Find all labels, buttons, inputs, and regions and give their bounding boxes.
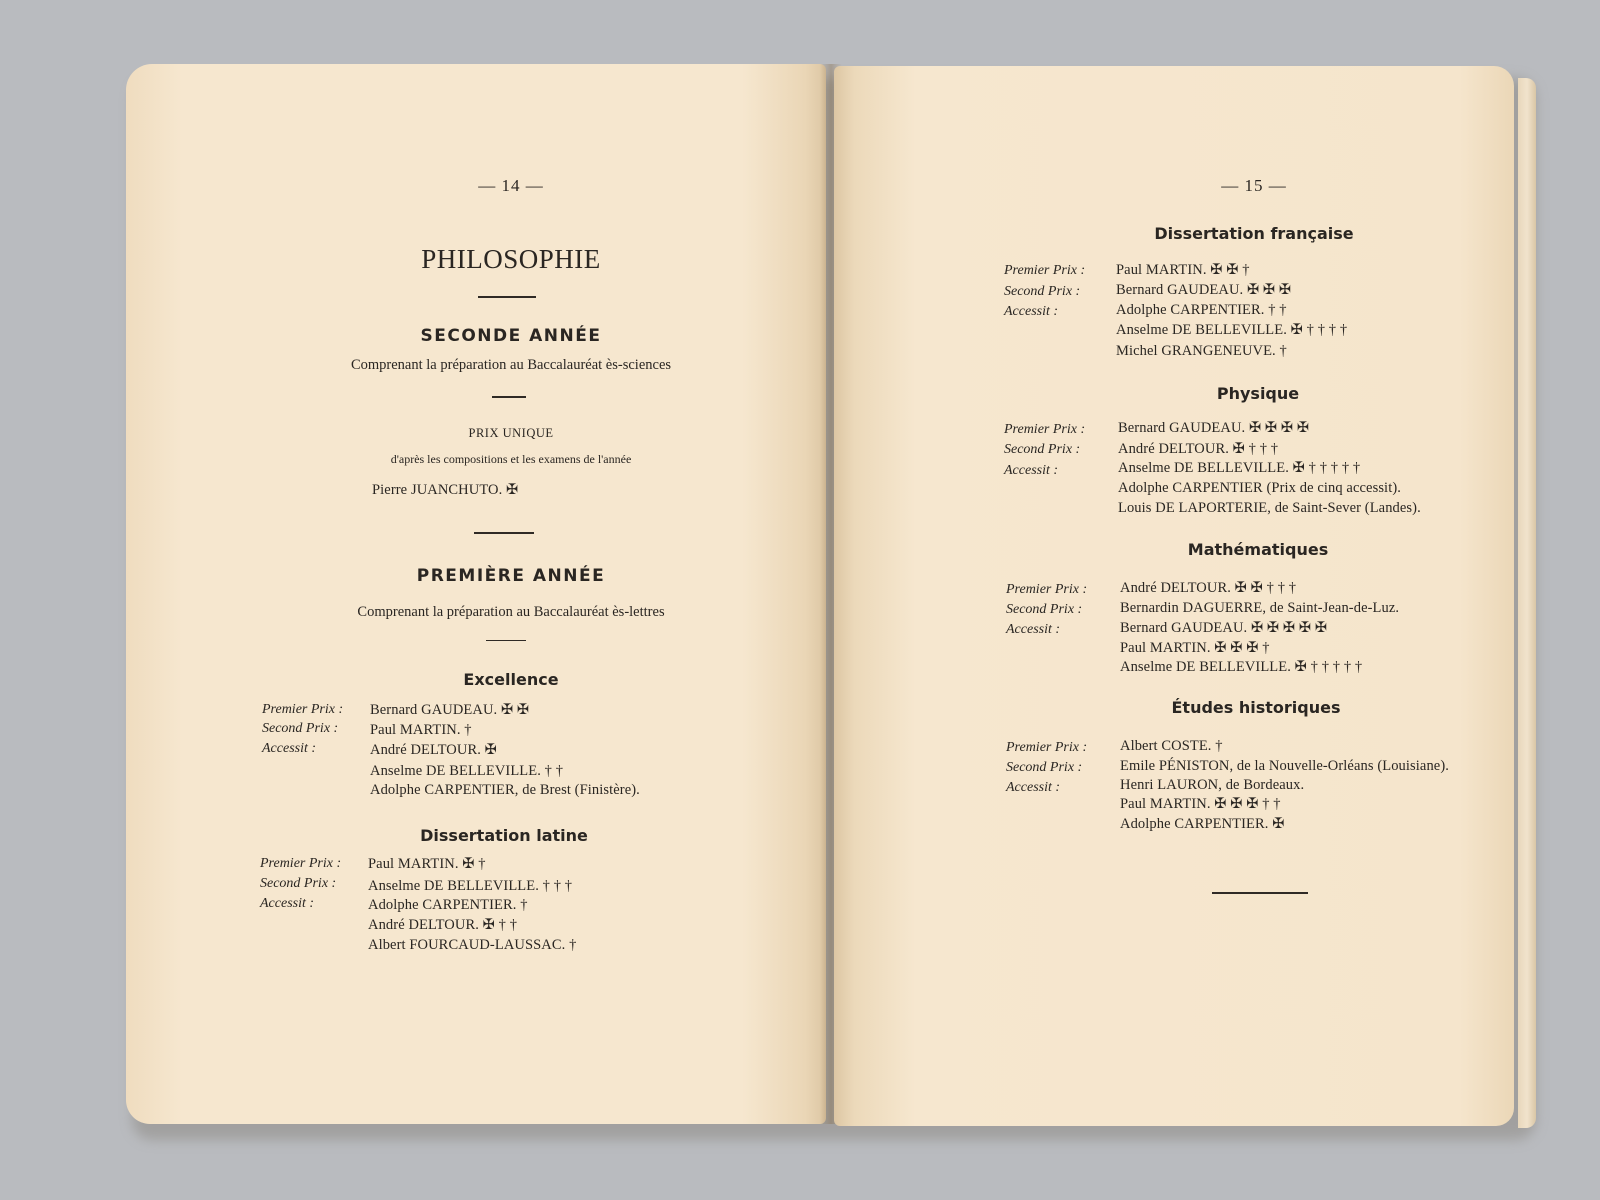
prize-label: Second Prix :	[260, 876, 337, 891]
prize-name: Henri LAURON, de Bordeaux.	[1120, 777, 1305, 793]
divider	[486, 640, 526, 641]
prize-name: Anselme DE BELLEVILLE. ✠ † † † † †	[1120, 659, 1363, 675]
prize-name: André DELTOUR. ✠ † † †	[1118, 441, 1279, 457]
prize-name: Michel GRANGENEUVE. †	[1116, 343, 1287, 359]
prize-name: Anselme DE BELLEVILLE. ✠ † † † † †	[1118, 460, 1361, 476]
prize-name: Paul MARTIN. ✠ ✠ ✠ † †	[1120, 796, 1281, 812]
prize-name: Anselme DE BELLEVILLE. † † †	[368, 878, 573, 894]
prize-label: Premier Prix :	[262, 702, 344, 717]
prize-label: Second Prix :	[1004, 284, 1081, 299]
prize-name: Paul MARTIN. ✠ ✠ †	[1116, 262, 1250, 278]
prize-name: André DELTOUR. ✠ ✠ † † †	[1120, 580, 1297, 596]
prize-name: Bernard GAUDEAU. ✠ ✠ ✠ ✠	[1118, 420, 1310, 436]
heading-etudes-historiques: Études historiques	[1171, 698, 1341, 717]
heading-mathematiques: Mathématiques	[1187, 540, 1329, 559]
prize-label: Second Prix :	[262, 721, 339, 736]
prize-label: Premier Prix :	[1006, 740, 1088, 755]
heading-excellence: Excellence	[463, 670, 559, 689]
prize-name: Paul MARTIN. †	[370, 722, 472, 738]
prize-label: Premier Prix :	[1004, 263, 1086, 278]
prize-label: Accessit :	[260, 896, 315, 911]
right-page	[834, 66, 1514, 1126]
prize-unique-note: d'après les compositions et les examens de l'année	[390, 452, 632, 466]
closing-rule	[1212, 892, 1308, 894]
prize-label: Second Prix :	[1006, 602, 1083, 617]
prize-label: Premier Prix :	[1006, 582, 1088, 597]
prize-name: Adolphe CARPENTIER, de Brest (Finistère).	[370, 782, 640, 798]
prize-name: Adolphe CARPENTIER. †	[368, 897, 528, 913]
prize-name: Emile PÉNISTON, de la Nouvelle-Orléans (Louisiane).	[1120, 758, 1449, 774]
heading-seconde-annee: SECONDE ANNÉE	[420, 326, 602, 346]
prize-label: Accessit :	[1004, 463, 1059, 478]
prize-label: Second Prix :	[1004, 442, 1081, 457]
prize-name: Adolphe CARPENTIER (Prix de cinq accessit).	[1118, 480, 1401, 496]
prize-name: Bernard GAUDEAU. ✠ ✠ ✠ ✠ ✠	[1120, 620, 1328, 636]
prize-label: Premier Prix :	[260, 856, 342, 871]
divider	[478, 296, 536, 298]
prize-name: Paul MARTIN. ✠ ✠ ✠ †	[1120, 640, 1270, 656]
prize-name: Paul MARTIN. ✠ †	[368, 856, 486, 872]
divider	[474, 532, 534, 534]
prize-name: Albert COSTE. †	[1120, 738, 1223, 754]
subtitle-premiere: Comprenant la préparation au Baccalauréat ès-lettres	[357, 604, 665, 620]
prize-name: Bernard GAUDEAU. ✠ ✠	[370, 702, 530, 718]
prize-name: Adolphe CARPENTIER. ✠	[1120, 816, 1285, 832]
heading-dissertation-latine: Dissertation latine	[420, 826, 588, 845]
prize-name: Adolphe CARPENTIER. † †	[1116, 302, 1287, 318]
left-page	[126, 64, 826, 1124]
prize-name: André DELTOUR. ✠	[370, 742, 497, 758]
prize-label: Accessit :	[262, 741, 317, 756]
prize-name: Anselme DE BELLEVILLE. † †	[370, 763, 564, 779]
heading-physique: Physique	[1216, 384, 1300, 403]
prize-name: Bernard GAUDEAU. ✠ ✠ ✠	[1116, 282, 1292, 298]
prize-name: Bernardin DAGUERRE, de Saint-Jean-de-Luz.	[1120, 600, 1400, 616]
prize-label: Premier Prix :	[1004, 422, 1086, 437]
subtitle-seconde: Comprenant la préparation au Baccalauréat ès-sciences	[350, 357, 672, 373]
page-edges	[1518, 78, 1536, 1128]
divider	[492, 396, 526, 398]
prize-unique-winner: Pierre JUANCHUTO. ✠	[372, 482, 519, 498]
prize-name: Anselme DE BELLEVILLE. ✠ † † † †	[1116, 322, 1348, 338]
prize-name: André DELTOUR. ✠ † †	[368, 917, 518, 933]
open-booklet	[126, 64, 1536, 1138]
page-number: — 15 —	[1221, 176, 1287, 195]
heading-premiere-annee: PREMIÈRE ANNÉE	[416, 566, 606, 586]
heading-dissertation-francaise: Dissertation française	[1154, 224, 1354, 243]
section-title: PHILOSOPHIE	[421, 244, 601, 274]
prize-unique-label: PRIX UNIQUE	[468, 426, 554, 440]
prize-label: Second Prix :	[1006, 760, 1083, 775]
prize-name: Louis DE LAPORTERIE, de Saint-Sever (Landes).	[1118, 500, 1421, 516]
prize-label: Accessit :	[1004, 304, 1059, 319]
prize-label: Accessit :	[1006, 780, 1061, 795]
prize-name: Albert FOURCAUD-LAUSSAC. †	[368, 937, 577, 953]
page-number: — 14 —	[478, 176, 544, 195]
prize-label: Accessit :	[1006, 622, 1061, 637]
